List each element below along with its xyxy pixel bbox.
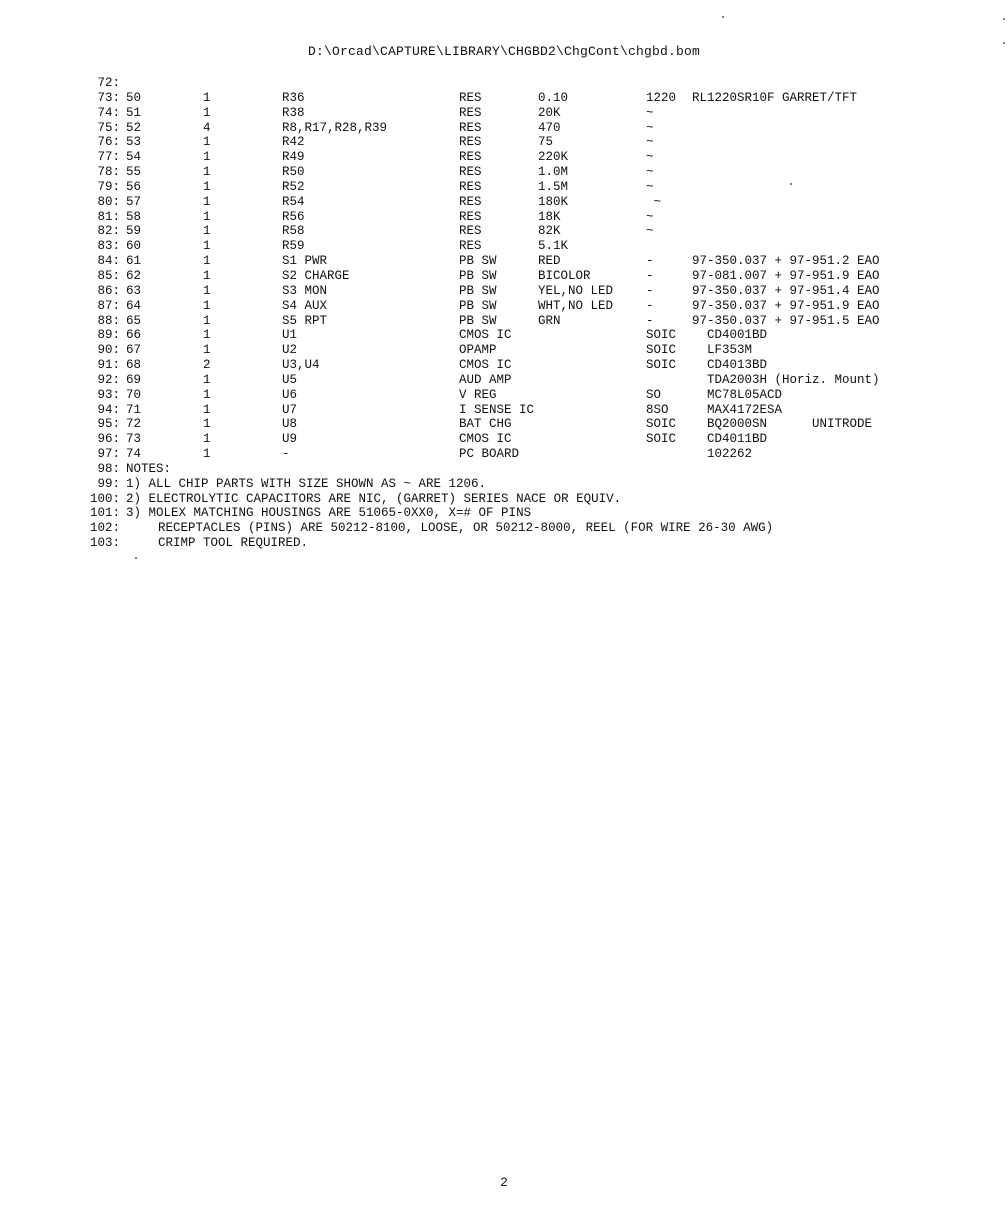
reference-designator: R58 xyxy=(282,224,305,239)
scan-speck xyxy=(790,183,792,185)
line-number: 94: xyxy=(97,402,120,417)
reference-designator: R54 xyxy=(282,194,305,209)
part-type: PB SW xyxy=(459,268,497,283)
package-size: - xyxy=(646,268,654,283)
quantity: 1 xyxy=(203,165,211,180)
note-text: NOTES: xyxy=(126,461,172,476)
table-row xyxy=(86,224,986,239)
manufacturer-part: TDA2003H (Horiz. Mount) xyxy=(692,372,880,387)
reference-designator: R50 xyxy=(282,165,305,180)
part-type: CMOS IC xyxy=(459,358,512,373)
table-row xyxy=(86,373,986,388)
part-value: 18K xyxy=(538,209,561,224)
quantity: 1 xyxy=(203,150,211,165)
reference-designator: U1 xyxy=(282,328,298,343)
package-size: 8SO xyxy=(646,402,669,417)
reference-designator: U8 xyxy=(282,417,298,432)
reference-designator: U2 xyxy=(282,343,298,358)
part-type: V REG xyxy=(459,387,497,402)
reference-designator: R56 xyxy=(282,209,305,224)
part-type: PC BOARD xyxy=(459,447,520,462)
manufacturer-part: CD4011BD xyxy=(692,432,768,447)
note-text: 2) ELECTROLYTIC CAPACITORS ARE NIC, (GARRET) SERIES NACE OR EQUIV. xyxy=(126,491,622,506)
manufacturer-part: 97-350.037 + 97-951.4 EAO xyxy=(692,283,880,298)
reference-designator: U9 xyxy=(282,432,298,447)
item-number: 52 xyxy=(126,120,142,135)
item-number: 60 xyxy=(126,239,142,254)
item-number: 65 xyxy=(126,313,142,328)
reference-designator: S4 AUX xyxy=(282,298,328,313)
quantity: 2 xyxy=(203,358,211,373)
table-row xyxy=(86,210,986,225)
item-number: 64 xyxy=(126,298,142,313)
part-type: PB SW xyxy=(459,254,497,269)
quantity: 1 xyxy=(203,283,211,298)
table-row xyxy=(86,432,986,447)
note-line xyxy=(86,477,986,492)
line-number: 73: xyxy=(97,90,120,105)
line-number: 93: xyxy=(97,387,120,402)
quantity: 1 xyxy=(203,90,211,105)
package-size: SOIC xyxy=(646,417,677,432)
package-size: ~ xyxy=(646,150,654,165)
part-value: 0.10 xyxy=(538,90,569,105)
manufacturer-part: MAX4172ESA xyxy=(692,402,783,417)
reference-designator: S1 PWR xyxy=(282,254,328,269)
part-type: CMOS IC xyxy=(459,328,512,343)
part-type: I SENSE IC xyxy=(459,402,535,417)
reference-designator: S3 MON xyxy=(282,283,328,298)
part-type: RES xyxy=(459,135,482,150)
part-value: 1.5M xyxy=(538,179,569,194)
reference-designator: R52 xyxy=(282,179,305,194)
package-size: ~ xyxy=(646,179,654,194)
package-size: SOIC xyxy=(646,328,677,343)
reference-designator: R36 xyxy=(282,90,305,105)
item-number: 68 xyxy=(126,358,142,373)
note-text: 1) ALL CHIP PARTS WITH SIZE SHOWN AS ~ ARE 1206. xyxy=(126,476,487,491)
line-number: 75: xyxy=(97,120,120,135)
part-type: PB SW xyxy=(459,313,497,328)
line-number: 102: xyxy=(89,521,120,536)
quantity: 1 xyxy=(203,432,211,447)
table-row xyxy=(86,447,986,462)
quantity: 1 xyxy=(203,179,211,194)
line-number: 78: xyxy=(97,165,120,180)
item-number: 53 xyxy=(126,135,142,150)
line-number: 98: xyxy=(97,461,120,476)
part-type: RES xyxy=(459,150,482,165)
table-row xyxy=(86,106,986,121)
quantity: 1 xyxy=(203,298,211,313)
part-value: RED xyxy=(538,254,561,269)
part-type: OPAMP xyxy=(459,343,497,358)
quantity: 1 xyxy=(203,372,211,387)
line-number: 84: xyxy=(97,254,120,269)
table-row xyxy=(86,314,986,329)
item-number: 67 xyxy=(126,343,142,358)
part-value: 470 xyxy=(538,120,561,135)
item-number: 57 xyxy=(126,194,142,209)
manufacturer-part: CD4013BD xyxy=(692,358,768,373)
notes-section xyxy=(86,462,986,551)
part-type: RES xyxy=(459,165,482,180)
manufacturer-part: 97-350.037 + 97-951.2 EAO xyxy=(692,254,880,269)
part-type: RES xyxy=(459,179,482,194)
reference-designator: U7 xyxy=(282,402,298,417)
reference-designator: S5 RPT xyxy=(282,313,328,328)
reference-designator: S2 CHARGE xyxy=(282,268,350,283)
item-number: 54 xyxy=(126,150,142,165)
manufacturer-part: RL1220SR10F GARRET/TFT xyxy=(692,90,858,105)
note-line xyxy=(86,521,986,536)
part-type: RES xyxy=(459,194,482,209)
table-row xyxy=(86,254,986,269)
line-number: 91: xyxy=(97,358,120,373)
quantity: 1 xyxy=(203,224,211,239)
table-row xyxy=(86,403,986,418)
line-number: 88: xyxy=(97,313,120,328)
scan-speck xyxy=(1003,42,1005,44)
quantity: 1 xyxy=(203,209,211,224)
line-number: 85: xyxy=(97,268,120,283)
line-number: 92: xyxy=(97,372,120,387)
package-size: ~ xyxy=(646,165,654,180)
scan-speck xyxy=(722,16,724,18)
quantity: 1 xyxy=(203,268,211,283)
reference-designator: R49 xyxy=(282,150,305,165)
package-size: ~ xyxy=(646,194,662,209)
table-row xyxy=(86,358,986,373)
quantity: 1 xyxy=(203,328,211,343)
note-line xyxy=(86,492,986,507)
part-type: RES xyxy=(459,120,482,135)
part-value: GRN xyxy=(538,313,561,328)
manufacturer-part: CD4001BD xyxy=(692,328,768,343)
part-value: 1.0M xyxy=(538,165,569,180)
part-value: BICOLOR xyxy=(538,268,591,283)
part-type: PB SW xyxy=(459,283,497,298)
item-number: 72 xyxy=(126,417,142,432)
package-size: SOIC xyxy=(646,432,677,447)
package-size: ~ xyxy=(646,135,654,150)
table-row xyxy=(86,91,986,106)
package-size: - xyxy=(646,313,654,328)
note-line xyxy=(86,506,986,521)
item-number: 66 xyxy=(126,328,142,343)
part-value: WHT,NO LED xyxy=(538,298,614,313)
line-number: 101: xyxy=(89,506,120,521)
item-number: 55 xyxy=(126,165,142,180)
quantity: 1 xyxy=(203,313,211,328)
package-size: - xyxy=(646,254,654,269)
manufacturer-part: 97-350.037 + 97-951.9 EAO xyxy=(692,298,880,313)
item-number: 70 xyxy=(126,387,142,402)
manufacturer-part: 97-350.037 + 97-951.5 EAO xyxy=(692,313,880,328)
table-row xyxy=(86,121,986,136)
table-row xyxy=(86,417,986,432)
item-number: 73 xyxy=(126,432,142,447)
part-type: RES xyxy=(459,224,482,239)
page-number: 2 xyxy=(500,1175,508,1190)
line-number: 76: xyxy=(97,135,120,150)
package-size: SOIC xyxy=(646,358,677,373)
package-size: ~ xyxy=(646,105,654,120)
table-row xyxy=(86,388,986,403)
reference-designator: U5 xyxy=(282,372,298,387)
quantity: 1 xyxy=(203,254,211,269)
table-row xyxy=(86,195,986,210)
bom-listing xyxy=(86,76,986,551)
line-number: 86: xyxy=(97,283,120,298)
quantity: 1 xyxy=(203,387,211,402)
quantity: 1 xyxy=(203,105,211,120)
table-row xyxy=(86,150,986,165)
part-value: 75 xyxy=(538,135,554,150)
note-text: 3) MOLEX MATCHING HOUSINGS ARE 51065-0XX0, X=# OF PINS xyxy=(126,506,532,521)
table-row xyxy=(86,284,986,299)
table-row xyxy=(86,239,986,254)
line-number: 80: xyxy=(97,194,120,209)
part-type: BAT CHG xyxy=(459,417,512,432)
manufacturer-part: 97-081.007 + 97-951.9 EAO xyxy=(692,268,880,283)
scan-speck xyxy=(1003,18,1005,20)
quantity: 1 xyxy=(203,343,211,358)
line-number: 77: xyxy=(97,150,120,165)
part-type: RES xyxy=(459,90,482,105)
quantity: 1 xyxy=(203,447,211,462)
package-size: ~ xyxy=(646,120,654,135)
note-text: RECEPTACLES (PINS) ARE 50212-8100, LOOSE, OR 50212-8000, REEL (FOR WIRE 26-30 AWG) xyxy=(158,521,774,536)
quantity: 1 xyxy=(203,135,211,150)
note-line xyxy=(86,536,986,551)
part-type: RES xyxy=(459,209,482,224)
reference-designator: U3,U4 xyxy=(282,358,320,373)
item-number: 74 xyxy=(126,447,142,462)
part-type: RES xyxy=(459,105,482,120)
line-number: 83: xyxy=(97,239,120,254)
part-value: 5.1K xyxy=(538,239,569,254)
part-type: AUD AMP xyxy=(459,372,512,387)
reference-designator: U6 xyxy=(282,387,298,402)
item-number: 62 xyxy=(126,268,142,283)
package-size: SO xyxy=(646,387,662,402)
part-type: PB SW xyxy=(459,298,497,313)
part-type: CMOS IC xyxy=(459,432,512,447)
note-text: CRIMP TOOL REQUIRED. xyxy=(158,536,309,551)
line-number: 82: xyxy=(97,224,120,239)
part-value: 220K xyxy=(538,150,569,165)
line-number: 87: xyxy=(97,298,120,313)
line-number: 74: xyxy=(97,105,120,120)
table-row xyxy=(86,165,986,180)
line-number: 96: xyxy=(97,432,120,447)
quantity: 1 xyxy=(203,239,211,254)
manufacturer-part: MC78L05ACD xyxy=(692,387,783,402)
quantity: 1 xyxy=(203,402,211,417)
manufacturer-part: LF353M xyxy=(692,343,753,358)
table-row xyxy=(86,328,986,343)
table-row xyxy=(86,180,986,195)
package-size: - xyxy=(646,298,654,313)
package-size: - xyxy=(646,283,654,298)
package-size: SOIC xyxy=(646,343,677,358)
item-number: 59 xyxy=(126,224,142,239)
part-value: 20K xyxy=(538,105,561,120)
line-number: 90: xyxy=(97,343,120,358)
item-number: 51 xyxy=(126,105,142,120)
line-number: 95: xyxy=(97,417,120,432)
bom-table xyxy=(86,76,986,462)
manufacturer-part: 102262 xyxy=(692,447,753,462)
quantity: 4 xyxy=(203,120,211,135)
line-number: 79: xyxy=(97,179,120,194)
item-number: 50 xyxy=(126,90,142,105)
line-number: 100: xyxy=(89,491,120,506)
quantity: 1 xyxy=(203,417,211,432)
table-row xyxy=(86,299,986,314)
line-number: 99: xyxy=(97,476,120,491)
package-size: ~ xyxy=(646,209,654,224)
quantity: 1 xyxy=(203,194,211,209)
line-number: 103: xyxy=(89,536,120,551)
package-size: 1220 xyxy=(646,90,677,105)
reference-designator: - xyxy=(282,447,290,462)
table-row xyxy=(86,269,986,284)
item-number: 71 xyxy=(126,402,142,417)
line-number: 72: xyxy=(97,76,120,90)
manufacturer-part: BQ2000SN UNITRODE xyxy=(692,417,873,432)
item-number: 63 xyxy=(126,283,142,298)
scan-speck xyxy=(135,557,137,559)
item-number: 69 xyxy=(126,372,142,387)
reference-designator: R59 xyxy=(282,239,305,254)
reference-designator: R38 xyxy=(282,105,305,120)
file-path-header: D:\Orcad\CAPTURE\LIBRARY\CHGBD2\ChgCont\chgbd.bom xyxy=(307,44,701,59)
item-number: 58 xyxy=(126,209,142,224)
table-row xyxy=(86,76,986,91)
part-type: RES xyxy=(459,239,482,254)
item-number: 56 xyxy=(126,179,142,194)
package-size: ~ xyxy=(646,224,654,239)
reference-designator: R8,R17,R28,R39 xyxy=(282,120,388,135)
line-number: 89: xyxy=(97,328,120,343)
part-value: 82K xyxy=(538,224,561,239)
part-value: 180K xyxy=(538,194,569,209)
table-row xyxy=(86,343,986,358)
table-row xyxy=(86,135,986,150)
reference-designator: R42 xyxy=(282,135,305,150)
note-line xyxy=(86,462,986,477)
line-number: 81: xyxy=(97,209,120,224)
line-number: 97: xyxy=(97,447,120,462)
item-number: 61 xyxy=(126,254,142,269)
part-value: YEL,NO LED xyxy=(538,283,614,298)
